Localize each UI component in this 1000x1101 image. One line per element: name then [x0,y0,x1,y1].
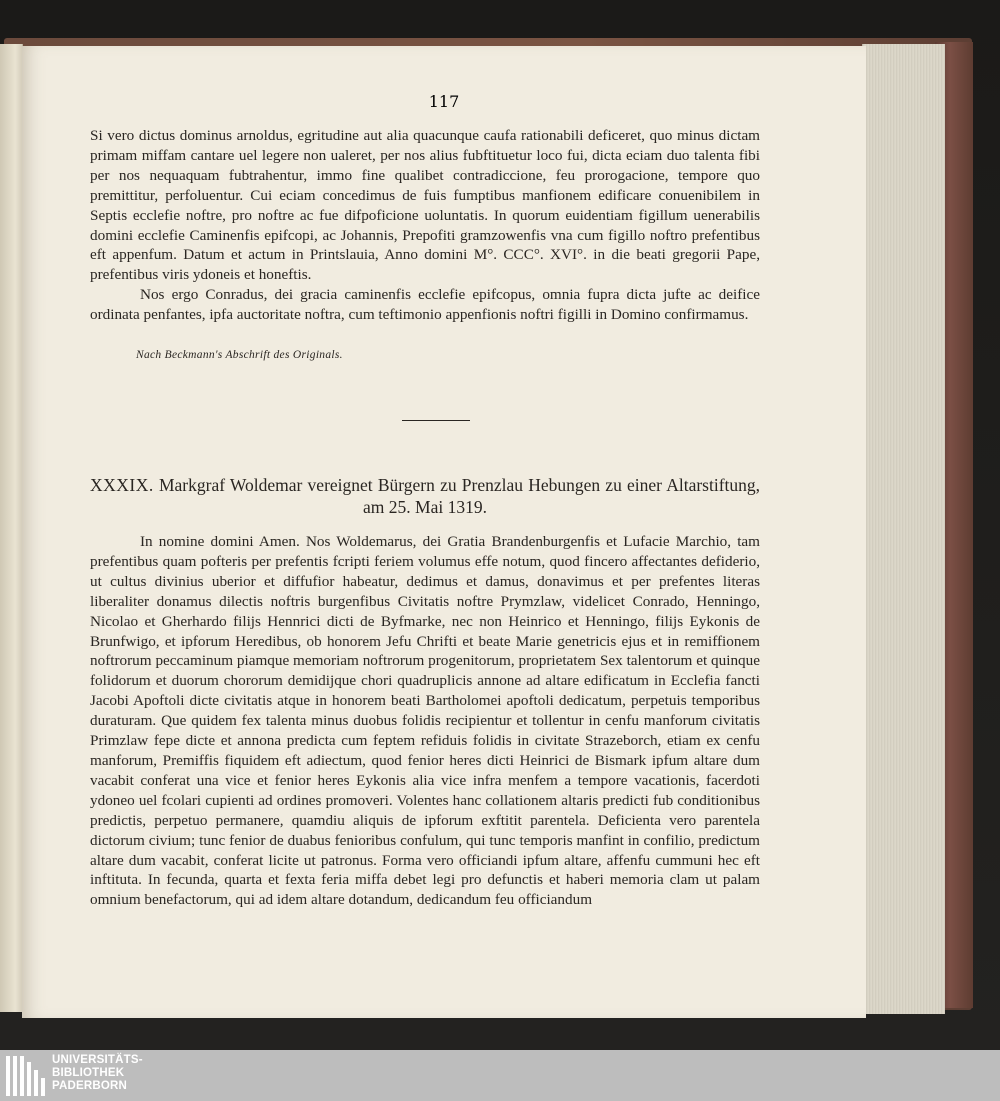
page-number: 117 [428,92,460,111]
library-name-line-3: PADERBORN [52,1080,128,1092]
heading-title: Markgraf Woldemar vereignet Bürgern zu Prenzlau Hebungen zu einer Altarstiftung, [158,475,761,495]
heading-line-2: am 25. Mai 1319. [363,497,487,517]
library-name-line-2: BIBLIOTHEK [52,1067,125,1079]
book-page [22,46,866,1018]
facing-page-edge [0,44,23,1012]
source-note: Nach Beckmann's Abschrift des Originals. [136,349,343,361]
page-edges [862,44,945,1014]
section-divider [402,420,470,421]
heading-line-1 [90,474,760,496]
library-name-line-1: UNIVERSITÄTS- [52,1054,143,1066]
paragraph-top-2: Nos ergo Conradus, dei gracia caminenfis ecclefie epifcopus, omnia fupra dicta jufte ac deifice ordinata penfantes, ipfa auctoritate noftra, cum teftimonio appenfionis noftri figilli in Domino confirmamus. [90,286,760,324]
section-heading [90,474,760,518]
text-block-top [90,126,760,325]
library-footer [0,1050,1000,1101]
paragraph-main: In nomine domini Amen. Nos Woldemarus, dei Gratia Brandenburgenfis et Lufacie Marchio, tam prefentibus quam pofteris per prefentis fcripti feriem volumus effe notum, quod fincero affectantes defiderio, ut cultus divinius uberior et diffufior habeatur, dedimus et damus, donavimus et per prefentes literas liberaliter donamus dilectis noftris burgenfibus Civitatis noftre Prymzlaw, videlicet Conrado, Henningo, Nicolao et Gherhardo filijs Hennrici dicti de Byfmarke, nec non Heinrico et Henningo, filijs Eykonis de Brunfwigo, et ipforum Heredibus, ob honorem Jefu Chrifti et beate Marie genetricis ejus et in remiffionem noftrorum peccaminum piamque memoriam noftrorum progenitorum, proprietatem Sex talentorum et quinque folidorum et duorum chororum demidijque chori quadruplicis annone ad altare edificatum in Ecclefia fancti Jacobi Apoftoli dicte civitatis atque in honorem beati Bartholomei apoftoli dedicatum, perpetuis temporibus duraturam. Que quidem fex talenta minus duobus folidis recipientur et tollentur in cenfu manforum civitatis Primzlaw fepe dicte et annona predicta cum feptem refiduis folidis in civitate Strazeborch, etiam ex cenfu manforum, Premiffis fiquidem eft adiectum, quod fenior heres dicti Heinrici de Bismark ipfum altare dum vacabit conferat una vice et fenior heres Eykonis alia vice infra menfem a tempore vacationis, facerdoti ydoneo uel fcolari cupienti ad ordines promoveri. Volentes hanc collationem altaris predicti fub conditionibus predictis, perpetuo permanere, quamdiu aliquis de ipforum exftitit parentela. Deficienta vero parentela dictorum civium; tunc fenior de duabus fenioribus confulum, qui tunc temporis manfint in confilio, predictum altare dum vacabit, conferat licite ut patronus. Forma vero officiandi ipfum altare, affenfu cummuni hec eft inftituta. In fecunda, quarta et fexta feria miffa debet legi pro defunctis et haberi memoria clam ut palam omnium benefactorum, qui ad idem altare dotandum, dedicandum feu officiandum [90,533,760,909]
heading-number: XXXIX. [90,475,154,495]
paragraph-top-1: Si vero dictus dominus arnoldus, egritudine aut alia quacunque caufa rationabili deficeret, quo minus dictam primam miffam cantare uel legere non ualeret, per nos alius fubftituetur loco fui, dicta eciam duo talenta fibi per nos nequaquam fubtrahentur, immo fine qualibet contradiccione, feu prorogacione, tempore quo premittitur, perfoluentur. Cui eciam concedimus de fuis fumptibus manfionem edificare conuenibilem in Septis ecclefie noftre, pro noftre ac fue difpoficione uoluntatis. In quorum euidentiam figillum uenerabilis domini ecclefie Caminenfis epifcopi, ac Johannis, Prepofiti gramzowenfis vna cum figillo noftro prefentibus eft appenfum. Datum et actum in Printslauia, Anno domini M°. CCC°. XVI°. in die beati gregorii Pape, prefentibus viris ydoneis et honeftis. [90,127,760,284]
university-library-logo-icon [4,1054,46,1098]
library-name [52,1054,143,1093]
text-block-main [90,532,760,910]
